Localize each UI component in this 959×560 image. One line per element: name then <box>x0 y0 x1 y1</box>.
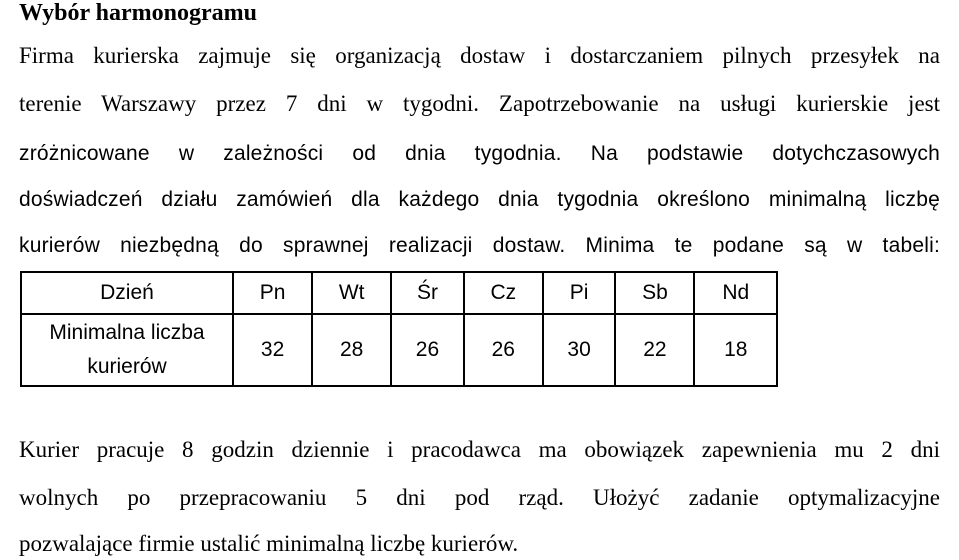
day-cell-sat: Sb <box>615 272 694 314</box>
day-cell-mon: Pn <box>233 272 312 314</box>
value-cell-tue: 28 <box>312 314 391 386</box>
day-cell-thu: Cz <box>464 272 543 314</box>
value-cell-sat: 22 <box>615 314 694 386</box>
min-couriers-label-line2: kurierów <box>87 355 167 378</box>
value-cell-wed: 26 <box>391 314 464 386</box>
value-cell-thu: 26 <box>464 314 543 386</box>
day-header-label: Dzień <box>21 272 233 314</box>
day-cell-sun: Nd <box>694 272 777 314</box>
table-row-days <box>21 272 777 314</box>
value-cell-mon: 32 <box>233 314 312 386</box>
value-cell-fri: 30 <box>543 314 616 386</box>
intro-line-5: kurierów niezbędną do sprawnej realizacji dostaw. Minima te podane są w tabeli: <box>19 234 940 257</box>
intro-line-3: zróżnicowane w zależności od dnia tygodnia. Na podstawie dotychczasowych <box>19 142 940 165</box>
min-couriers-label <box>21 314 233 386</box>
closing-line-1: Kurier pracuje 8 godzin dziennie i pracodawca ma obowiązek zapewnienia mu 2 dni <box>19 437 940 462</box>
value-cell-sun: 18 <box>694 314 777 386</box>
document-title: Wybór harmonogramu <box>19 0 258 26</box>
closing-line-3: pozwalające firmie ustalić minimalną liczbę kurierów. <box>19 531 519 556</box>
min-couriers-label-line1: Minimalna liczba <box>49 321 205 344</box>
intro-line-1: Firma kurierska zajmuje się organizacją dostaw i dostarczaniem pilnych przesyłek na <box>19 43 940 68</box>
day-cell-fri: Pi <box>543 272 616 314</box>
min-couriers-table <box>20 271 778 387</box>
closing-line-2: wolnych po przepracowaniu 5 dni pod rząd. Ułożyć zadanie optymalizacyjne <box>19 485 940 510</box>
day-cell-tue: Wt <box>312 272 391 314</box>
intro-line-4: doświadczeń działu zamówień dla każdego dnia tygodnia określono minimalną liczbę <box>19 188 940 211</box>
table-row-min-couriers <box>21 314 777 386</box>
intro-line-2: terenie Warszawy przez 7 dni w tygodni. Zapotrzebowanie na usługi kurierskie jest <box>19 91 940 116</box>
day-cell-wed: Śr <box>391 272 464 314</box>
